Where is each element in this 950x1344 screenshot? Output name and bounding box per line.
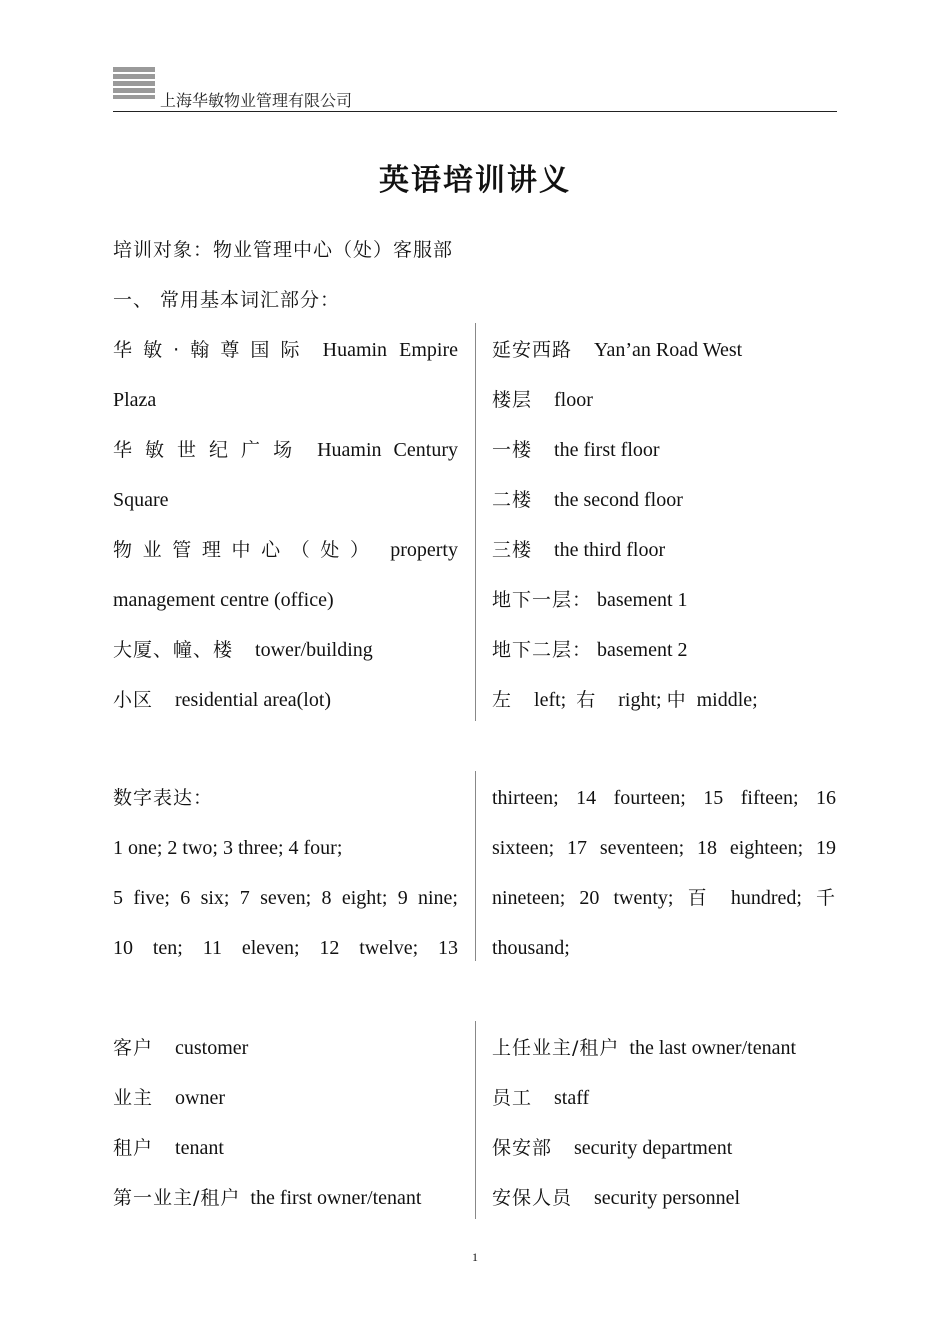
vocab-item-continued: Plaza	[113, 389, 157, 411]
vocab-item: 小区 residential area(lot)	[113, 689, 332, 711]
vocab-item: 客户 customer	[113, 1037, 249, 1059]
vocab-item: 二楼 the second floor	[492, 489, 683, 511]
vocab-item: 第一业主/租户 the first owner/tenant	[113, 1187, 422, 1209]
vocab-item: 一楼 the first floor	[492, 439, 660, 461]
numbers-line: 10 ten; 11 eleven; 12 twelve; 13	[113, 937, 458, 959]
vocab-item-continued: Square	[113, 489, 169, 511]
vocab-item: 业主 owner	[113, 1087, 225, 1109]
numbers-line: sixteen; 17 seventeen; 18 eighteen; 19	[492, 837, 836, 859]
vocab-item: 地下一层： basement 1	[492, 589, 688, 611]
vocab-item: 上任业主/租户 the last owner/tenant	[492, 1037, 797, 1059]
column-divider	[475, 1021, 476, 1219]
vocab-item: 保安部 security department	[492, 1137, 733, 1159]
company-name: 上海华敏物业管理有限公司	[160, 91, 353, 110]
column-divider	[475, 771, 476, 961]
vocab-item: 员工 staff	[492, 1087, 590, 1109]
vocab-item-continued: management centre (office)	[113, 589, 334, 611]
vocab-item: 华敏世纪广场 Huamin Century	[113, 439, 458, 461]
vocab-item: 三楼 the third floor	[492, 539, 666, 561]
vocab-item: 延安西路 Yan’an Road West	[492, 339, 743, 361]
training-target: 培训对象：物业管理中心（处）客服部	[113, 239, 454, 261]
vocab-item: 楼层 floor	[492, 389, 593, 411]
company-logo	[113, 66, 155, 106]
page-number: 1	[472, 1250, 478, 1264]
numbers-line: thousand;	[492, 937, 570, 959]
numbers-line: 5 five; 6 six; 7 seven; 8 eight; 9 nine;	[113, 887, 458, 909]
vocab-item: 租户 tenant	[113, 1137, 224, 1159]
vocab-item: 安保人员 security personnel	[492, 1187, 741, 1209]
vocab-item: 华敏·翰尊国际 Huamin Empire	[113, 339, 458, 361]
vocab-item: 地下二层： basement 2	[492, 639, 688, 661]
vocab-item: 物业管理中心（处） property	[113, 539, 458, 561]
numbers-line: 1 one; 2 two; 3 three; 4 four;	[113, 837, 343, 859]
page-header	[113, 66, 837, 112]
vocab-item-directions: 左 left; 右 right; 中 middle;	[492, 689, 758, 711]
document-title: 英语培训讲义	[379, 163, 571, 198]
numbers-line: thirteen; 14 fourteen; 15 fifteen; 16	[492, 787, 836, 809]
column-divider	[475, 323, 476, 721]
vocab-item: 大厦、幢、楼 tower/building	[113, 639, 373, 661]
numbers-label: 数字表达：	[113, 787, 214, 809]
section-heading: 一、 常用基本词汇部分：	[113, 289, 341, 311]
numbers-line: nineteen; 20 twenty; 百 hundred; 千	[492, 887, 837, 909]
